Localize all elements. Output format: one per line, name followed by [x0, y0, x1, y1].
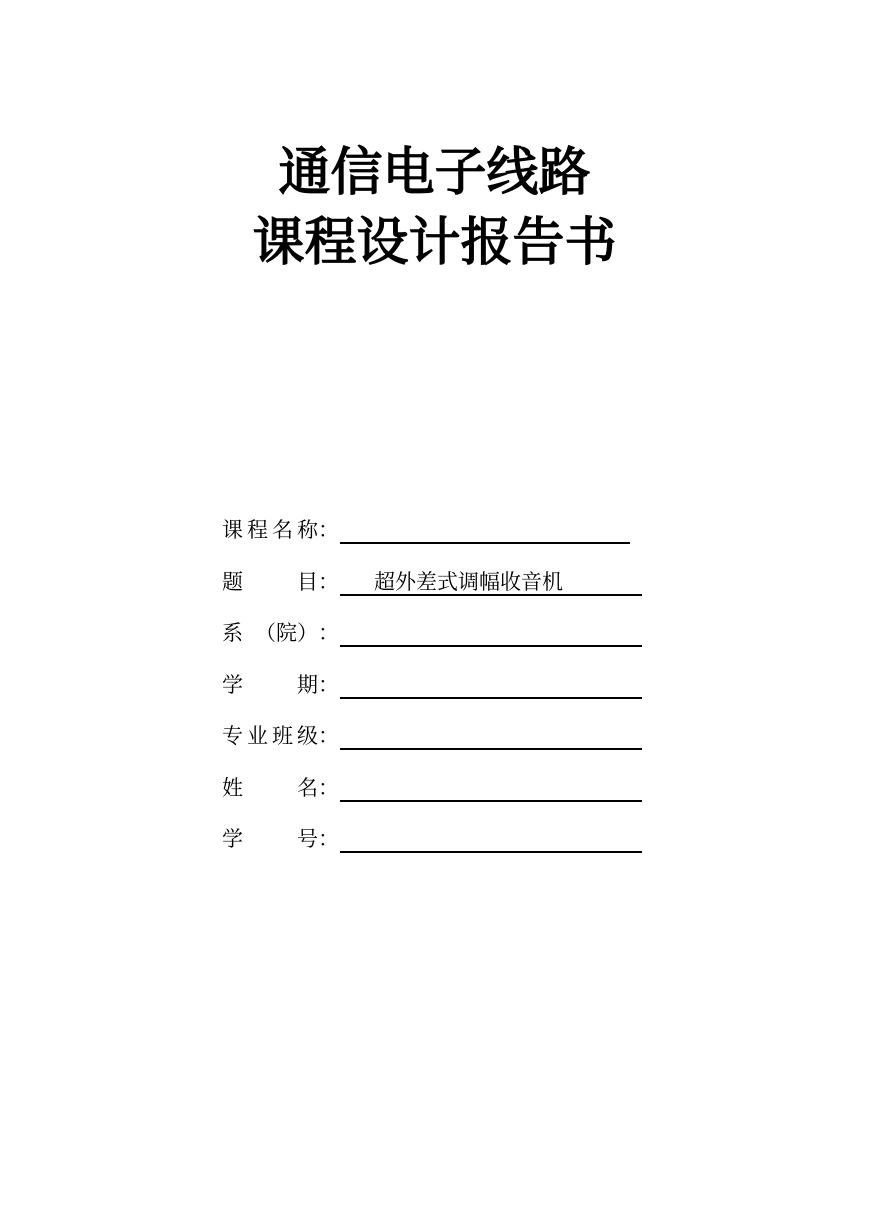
- name-row: [222, 768, 652, 820]
- student-id-label: 学 号 ：: [222, 827, 339, 851]
- topic-row: [222, 562, 652, 614]
- course-name-field[interactable]: [340, 516, 630, 544]
- student-id-row: [222, 819, 652, 871]
- report-title: [0, 138, 869, 278]
- department-label: 系 （院） ：: [222, 621, 339, 645]
- topic-label: 题 目 ：: [222, 569, 339, 594]
- class-row: [222, 716, 652, 768]
- semester-label: 学 期 ：: [222, 672, 339, 697]
- topic-field[interactable]: [340, 568, 642, 596]
- department-field[interactable]: [340, 619, 642, 647]
- student-id-field[interactable]: [340, 825, 642, 853]
- semester-row: [222, 665, 652, 717]
- title-line-1: 通信电子线路: [278, 143, 591, 203]
- name-label: 姓 名 ：: [222, 775, 339, 800]
- title-line-2: 课程设计报告书: [252, 213, 617, 273]
- class-field[interactable]: [340, 722, 642, 750]
- semester-field[interactable]: [340, 671, 642, 699]
- name-field[interactable]: [340, 774, 642, 802]
- class-label: 专 业 班 级 ：: [222, 724, 339, 748]
- course-name-label: 课 程 名 称 ：: [222, 518, 339, 542]
- course-name-row: [222, 510, 652, 562]
- topic-value: 超外差式调幅收音机: [374, 569, 563, 594]
- cover-info-form: [222, 510, 652, 871]
- department-row: [222, 613, 652, 665]
